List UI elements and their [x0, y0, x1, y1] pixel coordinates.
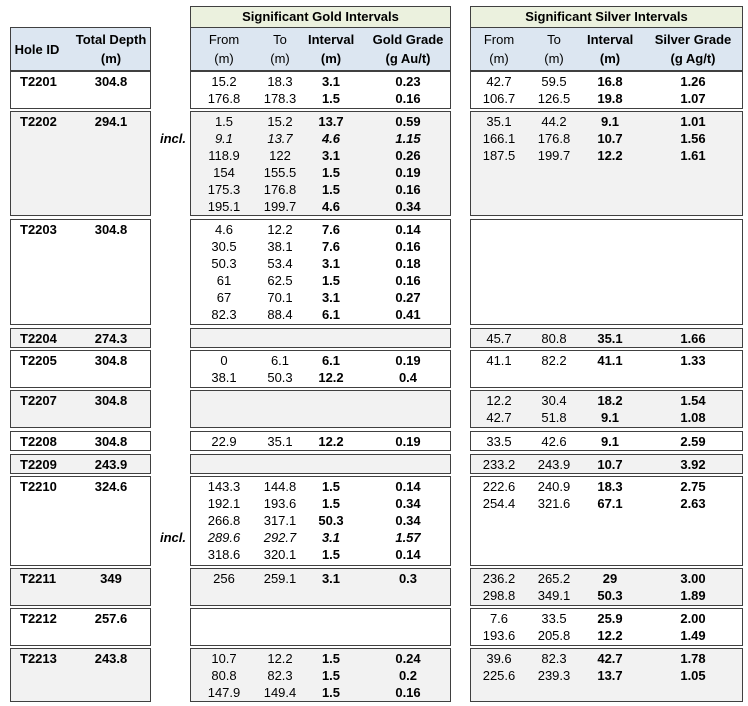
hole-id-header: Hole ID [14, 42, 60, 57]
gold-cell: 61 [216, 273, 232, 288]
hole-row-gold [190, 390, 451, 428]
hole-row-left [10, 111, 151, 216]
gold-cell: 256 [213, 571, 235, 586]
gold-intervals-title [190, 6, 451, 28]
silver-cell: 51.8 [541, 410, 567, 425]
gold-cell: 0.2 [398, 668, 418, 683]
gold-cell: 82.3 [267, 668, 293, 683]
gold-cell: 62.5 [267, 273, 293, 288]
hole-id: T2209 [20, 457, 57, 472]
gold-cell: 0.16 [395, 91, 421, 106]
hole-row-gold [190, 568, 451, 606]
hole-row-left [10, 454, 151, 474]
hole-row-gold [190, 608, 451, 646]
gold-cell: 6.1 [321, 353, 341, 368]
gold-cell: 175.3 [207, 182, 241, 197]
silver-cell: 1.26 [680, 74, 706, 89]
hole-row-silver [470, 476, 743, 566]
gold-cell: 7.6 [321, 239, 341, 254]
hole-id: T2213 [20, 651, 57, 666]
gold-cell: 178.3 [263, 91, 297, 106]
silver-cell: 176.8 [537, 131, 571, 146]
hole-row-silver [470, 350, 743, 388]
gold-cell: 154 [213, 165, 235, 180]
total-depth: 304.8 [94, 353, 128, 368]
silver-cell: 19.8 [597, 91, 623, 106]
silver-cell: 16.8 [597, 74, 623, 89]
total-depth: 304.8 [94, 393, 128, 408]
gold-cell: 118.9 [208, 148, 240, 163]
gold-cell: 292.7 [263, 530, 297, 545]
silver-cell: 1.05 [680, 668, 706, 683]
hole-row-left [10, 431, 151, 451]
silver-cell: 7.6 [489, 611, 509, 626]
silver-cell: 42.7 [486, 74, 512, 89]
silver-cell: 3.00 [680, 571, 706, 586]
gold-cell: 13.7 [318, 114, 344, 129]
gold-cell: 80.8 [211, 668, 237, 683]
gold-cell: 155.5 [263, 165, 297, 180]
gold-cell: 0.34 [395, 199, 421, 214]
total-depth: 349 [100, 571, 122, 586]
gold-cell: 67 [216, 290, 232, 305]
gold-cell: 38.1 [211, 370, 237, 385]
gold-cell: 0.41 [395, 307, 421, 322]
silver-cell: 9.1 [600, 114, 620, 129]
silver-cell: 240.9 [537, 479, 571, 494]
silver-cell: 187.5 [482, 148, 516, 163]
silver-cell: 2.59 [680, 434, 706, 449]
silver-cell: 2.75 [680, 479, 706, 494]
silver-cell: 205.8 [537, 628, 571, 643]
silver-cell: 12.2 [597, 148, 623, 163]
gold-cell: 1.5 [321, 668, 341, 683]
gold-cell: 1.5 [214, 114, 234, 129]
total-depth: 324.6 [94, 479, 128, 494]
gold-cell: 88.4 [267, 307, 293, 322]
silver-cell: 1.56 [680, 131, 706, 146]
gold-cell: 1.5 [321, 651, 341, 666]
left-column-header [10, 27, 151, 71]
total-depth: 294.1 [94, 114, 128, 129]
hole-id: T2210 [20, 479, 57, 494]
silver-cell: 265.2 [537, 571, 571, 586]
silver-cell: 44.2 [541, 114, 567, 129]
gold-col-3-unit: (g Au/t) [385, 51, 431, 66]
hole-row-gold [190, 328, 451, 348]
hole-id: T2201 [20, 74, 57, 89]
hole-row-gold [190, 219, 451, 325]
silver-cell: 222.6 [482, 479, 516, 494]
gold-cell: 22.9 [211, 434, 237, 449]
silver-cell: 1.33 [680, 353, 706, 368]
gold-cell: 143.3 [207, 479, 241, 494]
gold-cell: 53.4 [267, 256, 293, 271]
gold-cell: 6.1 [321, 307, 341, 322]
total-depth: 304.8 [94, 434, 128, 449]
gold-cell: 70.1 [267, 290, 293, 305]
gold-cell: 10.7 [211, 651, 237, 666]
total-depth: 304.8 [94, 222, 128, 237]
silver-col-3-unit: (g Ag/t) [670, 51, 716, 66]
silver-col-2-label: Interval [587, 32, 634, 47]
gold-cell: 3.1 [321, 148, 341, 163]
gold-title-text: Significant Gold Intervals [242, 9, 399, 24]
silver-cell: 9.1 [600, 410, 620, 425]
gold-cell: 0.18 [395, 256, 421, 271]
silver-cell: 42.7 [597, 651, 623, 666]
silver-cell: 18.2 [597, 393, 623, 408]
gold-cell: 50.3 [267, 370, 293, 385]
silver-cell: 35.1 [597, 331, 623, 346]
silver-cell: 35.1 [486, 114, 512, 129]
silver-col-3-label: Silver Grade [654, 32, 732, 47]
silver-cell: 1.78 [680, 651, 706, 666]
silver-cell: 33.5 [486, 434, 512, 449]
gold-cell: 1.57 [395, 530, 421, 545]
silver-cell: 42.7 [486, 410, 512, 425]
silver-cell: 50.3 [597, 588, 623, 603]
hole-row-silver [470, 390, 743, 428]
hole-row-gold [190, 476, 451, 566]
gold-cell: 82.3 [211, 307, 237, 322]
silver-cell: 9.1 [600, 434, 620, 449]
hole-id: T2207 [20, 393, 57, 408]
hole-row-gold [190, 454, 451, 474]
gold-cell: 289.6 [207, 530, 241, 545]
gold-cell: 1.5 [321, 91, 341, 106]
gold-cell: 122 [269, 148, 291, 163]
silver-col-1-unit: (m) [544, 51, 564, 66]
silver-cell: 166.1 [482, 131, 516, 146]
gold-cell: 176.8 [207, 91, 241, 106]
silver-col-0-label: From [483, 32, 515, 47]
gold-cell: 50.3 [318, 513, 344, 528]
gold-cell: 12.2 [267, 651, 293, 666]
gold-col-2-unit: (m) [320, 51, 342, 66]
gold-cell: 3.1 [321, 256, 341, 271]
hole-row-gold [190, 648, 451, 702]
gold-cell: 15.2 [267, 114, 293, 129]
silver-title-text: Significant Silver Intervals [525, 9, 688, 24]
gold-cell: 0.23 [395, 74, 421, 89]
gold-cell: 0.14 [395, 547, 421, 562]
gold-column-header [190, 27, 451, 71]
hole-row-silver [470, 608, 743, 646]
silver-column-header [470, 27, 743, 71]
hole-row-silver [470, 71, 743, 109]
gold-cell: 12.2 [267, 222, 293, 237]
silver-cell: 1.66 [680, 331, 706, 346]
silver-cell: 67.1 [597, 496, 623, 511]
gold-cell: 0.27 [395, 290, 421, 305]
silver-cell: 2.63 [680, 496, 706, 511]
gold-cell: 1.15 [395, 131, 421, 146]
hole-row-left [10, 648, 151, 702]
silver-cell: 10.7 [597, 131, 623, 146]
included-interval-label: incl. [160, 131, 187, 146]
gold-cell: 318.6 [207, 547, 241, 562]
gold-cell: 1.5 [321, 685, 341, 700]
gold-cell: 12.2 [318, 434, 344, 449]
silver-cell: 225.6 [482, 668, 516, 683]
hole-row-gold [190, 350, 451, 388]
silver-cell: 18.3 [597, 479, 623, 494]
silver-cell: 33.5 [541, 611, 567, 626]
gold-col-2-label: Interval [308, 32, 355, 47]
gold-cell: 1.5 [321, 496, 341, 511]
gold-cell: 13.7 [267, 131, 293, 146]
total-depth: 243.8 [94, 651, 128, 666]
gold-cell: 193.6 [263, 496, 297, 511]
gold-cell: 192.1 [207, 496, 241, 511]
gold-cell: 0.16 [395, 182, 421, 197]
hole-row-left [10, 390, 151, 428]
hole-id: T2205 [20, 353, 57, 368]
gold-cell: 1.5 [321, 182, 341, 197]
silver-col-0-unit: (m) [489, 51, 509, 66]
gold-cell: 0.3 [398, 571, 418, 586]
silver-cell: 199.7 [537, 148, 571, 163]
hole-id: T2211 [20, 571, 57, 586]
gold-cell: 9.1 [214, 131, 234, 146]
gold-cell: 149.4 [263, 685, 297, 700]
silver-cell: 39.6 [486, 651, 512, 666]
silver-cell: 239.3 [537, 668, 571, 683]
gold-cell: 4.6 [321, 199, 341, 214]
gold-cell: 0.16 [395, 685, 421, 700]
gold-cell: 3.1 [321, 74, 341, 89]
gold-cell: 3.1 [321, 530, 341, 545]
gold-cell: 0.19 [395, 353, 421, 368]
hole-row-silver [470, 219, 743, 325]
hole-row-left [10, 328, 151, 348]
gold-cell: 1.5 [321, 479, 341, 494]
hole-row-silver [470, 454, 743, 474]
hole-row-left [10, 219, 151, 325]
silver-cell: 45.7 [486, 331, 512, 346]
gold-cell: 7.6 [321, 222, 341, 237]
gold-cell: 30.5 [211, 239, 237, 254]
gold-cell: 176.8 [263, 182, 297, 197]
silver-cell: 1.49 [680, 628, 706, 643]
gold-cell: 144.8 [263, 479, 297, 494]
total-depth-header-line2: (m) [100, 51, 122, 66]
silver-cell: 80.8 [541, 331, 567, 346]
silver-cell: 25.9 [597, 611, 623, 626]
hole-id: T2202 [20, 114, 57, 129]
silver-cell: 349.1 [537, 588, 571, 603]
hole-row-left [10, 608, 151, 646]
silver-cell: 41.1 [486, 353, 512, 368]
hole-id: T2203 [20, 222, 57, 237]
silver-cell: 106.7 [482, 91, 516, 106]
gold-cell: 4.6 [321, 131, 341, 146]
gold-cell: 0.16 [395, 273, 421, 288]
total-depth: 304.8 [94, 74, 128, 89]
hole-row-silver [470, 328, 743, 348]
silver-cell: 243.9 [537, 457, 571, 472]
gold-cell: 317.1 [263, 513, 297, 528]
gold-cell: 0.19 [395, 434, 421, 449]
gold-cell: 0.34 [395, 513, 421, 528]
silver-cell: 1.08 [680, 410, 706, 425]
hole-id: T2212 [20, 611, 57, 626]
hole-id: T2208 [20, 434, 57, 449]
gold-cell: 0.34 [395, 496, 421, 511]
gold-cell: 0.24 [395, 651, 421, 666]
gold-cell: 0.4 [398, 370, 418, 385]
silver-cell: 2.00 [680, 611, 706, 626]
gold-cell: 147.9 [207, 685, 241, 700]
hole-row-gold [190, 431, 451, 451]
gold-cell: 0.59 [395, 114, 421, 129]
hole-row-gold [190, 71, 451, 109]
gold-cell: 0.16 [395, 239, 421, 254]
gold-col-0-unit: (m) [214, 51, 234, 66]
gold-cell: 35.1 [267, 434, 293, 449]
gold-cell: 1.5 [321, 273, 341, 288]
gold-cell: 50.3 [211, 256, 237, 271]
silver-cell: 82.2 [541, 353, 567, 368]
silver-cell: 193.6 [482, 628, 516, 643]
gold-cell: 6.1 [270, 353, 290, 368]
gold-cell: 320.1 [263, 547, 297, 562]
hole-row-silver [470, 111, 743, 216]
gold-cell: 18.3 [267, 74, 293, 89]
silver-cell: 12.2 [486, 393, 512, 408]
gold-cell: 0.14 [395, 222, 421, 237]
gold-cell: 12.2 [318, 370, 344, 385]
gold-cell: 3.1 [321, 571, 341, 586]
silver-cell: 1.54 [680, 393, 706, 408]
hole-id: T2204 [20, 331, 57, 346]
gold-cell: 4.6 [214, 222, 234, 237]
silver-cell: 254.4 [482, 496, 516, 511]
total-depth: 257.6 [94, 611, 128, 626]
hole-row-gold [190, 111, 451, 216]
total-depth: 274.3 [94, 331, 128, 346]
silver-cell: 10.7 [597, 457, 623, 472]
gold-cell: 0.19 [395, 165, 421, 180]
hole-row-left [10, 350, 151, 388]
silver-col-1-label: To [547, 32, 561, 47]
silver-cell: 1.61 [680, 148, 706, 163]
silver-cell: 1.89 [680, 588, 706, 603]
silver-cell: 59.5 [541, 74, 567, 89]
gold-cell: 1.5 [321, 547, 341, 562]
gold-cell: 0.26 [395, 148, 421, 163]
included-interval-label: incl. [160, 530, 187, 545]
gold-cell: 15.2 [211, 74, 237, 89]
silver-cell: 233.2 [482, 457, 516, 472]
hole-row-silver [470, 568, 743, 606]
silver-cell: 41.1 [597, 353, 623, 368]
gold-cell: 1.5 [321, 165, 341, 180]
hole-row-left [10, 476, 151, 566]
gold-col-1-unit: (m) [270, 51, 290, 66]
total-depth-header-line1: Total Depth [75, 32, 147, 47]
gold-col-0-label: From [208, 32, 240, 47]
silver-intervals-title [470, 6, 743, 28]
total-depth: 243.9 [94, 457, 128, 472]
hole-row-left [10, 568, 151, 606]
silver-cell: 321.6 [537, 496, 571, 511]
gold-cell: 0.14 [395, 479, 421, 494]
hole-row-silver [470, 431, 743, 451]
silver-cell: 1.07 [680, 91, 706, 106]
hole-row-left [10, 71, 151, 109]
gold-cell: 3.1 [321, 290, 341, 305]
silver-cell: 82.3 [541, 651, 567, 666]
silver-cell: 42.6 [541, 434, 567, 449]
gold-cell: 0 [220, 353, 228, 368]
silver-cell: 30.4 [541, 393, 567, 408]
silver-cell: 236.2 [482, 571, 516, 586]
hole-row-silver [470, 648, 743, 702]
silver-cell: 1.01 [680, 114, 706, 129]
gold-cell: 38.1 [267, 239, 293, 254]
gold-col-3-label: Gold Grade [372, 32, 444, 47]
gold-cell: 195.1 [207, 199, 241, 214]
silver-cell: 298.8 [482, 588, 516, 603]
silver-cell: 3.92 [680, 457, 706, 472]
gold-cell: 199.7 [263, 199, 297, 214]
silver-cell: 12.2 [597, 628, 623, 643]
silver-cell: 126.5 [537, 91, 571, 106]
silver-col-2-unit: (m) [599, 51, 621, 66]
gold-cell: 266.8 [207, 513, 241, 528]
silver-cell: 29 [602, 571, 618, 586]
gold-cell: 259.1 [263, 571, 297, 586]
gold-col-1-label: To [273, 32, 287, 47]
silver-cell: 13.7 [597, 668, 623, 683]
